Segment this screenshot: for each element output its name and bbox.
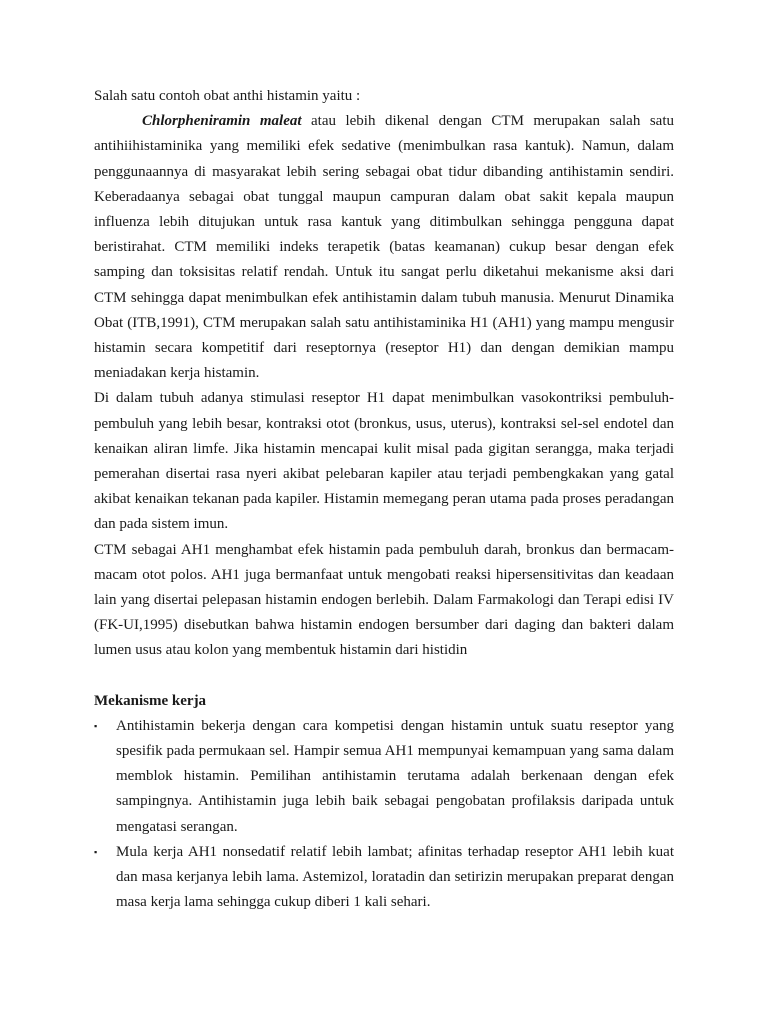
- list-item: [94, 840, 674, 916]
- list-item-text: Antihistamin bekerja dengan cara kompetisi dengan histamin untuk suatu reseptor yang spesifik pada permukaan sel. Hampir semua AH1 mempunyai kemampuan yang sama dalam memblok histamin. Pemilihan antihistamin terutama adalah berkenaan dengan efek sampingnya. Antihistamin juga lebih baik sebagai pengobatan profilaksis daripada untuk mengatasi serangan.: [116, 717, 674, 835]
- list-item: [94, 714, 674, 840]
- document-page: [94, 84, 674, 916]
- section-spacer: [94, 664, 674, 689]
- bullet-square-icon: ▪: [94, 720, 98, 731]
- drug-term: Chlorpheniramin maleat: [142, 113, 302, 130]
- paragraph-ctm-description: [94, 109, 674, 386]
- paragraph-h1-stimulation: Di dalam tubuh adanya stimulasi reseptor H1 dapat menimbulkan vasokontriksi pembuluh-pembuluh yang lebih besar, kontraksi otot (bronkus, usus, uterus), kontraksi sel-sel endotel dan kenaikan aliran limfe. Jika histamin mencapai kulit misal pada gigitan serangga, maka terjadi pemerahan disertai rasa nyeri akibat pelebaran kapiler atau terjadi pembengkakan yang gatal akibat kenaikan tekanan pada kapiler. Histamin memegang peran utama pada proses peradangan dan pada sistem imun.: [94, 390, 674, 533]
- mechanism-list: [94, 714, 674, 916]
- paragraph-ctm-text: atau lebih dikenal dengan CTM merupakan salah satu antihiihistaminika yang memiliki efek sedative (menimbulkan rasa kantuk). Namun, dalam penggunaannya di masyarakat lebih sering sebagai obat tidur dibanding antihistamin sendiri. Keberadaanya sebagai obat tunggal maupun campuran dalam obat sakit kepala maupun influenza lebih ditujukan untuk rasa kantuk yang ditimbulkan sehingga pengguna dapat beristirahat. CTM memiliki indeks terapetik (batas keamanan) cukup besar dengan efek samping dan toksisitas relatif rendah. Untuk itu sangat perlu diketahui mekanisme aksi dari CTM sehingga dapat menimbulkan efek antihistamin dalam tubuh manusia. Menurut Dinamika Obat (ITB,1991), CTM merupakan salah satu antihistaminika H1 (AH1) yang mampu mengusir histamin secara kompetitif dari reseptornya (reseptor H1) dan dengan demikian mampu meniadakan kerja histamin.: [94, 113, 674, 382]
- bullet-square-icon: ▪: [94, 846, 98, 857]
- section-heading: Mekanisme kerja: [94, 692, 207, 709]
- list-item-text: Mula kerja AH1 nonsedatif relatif lebih lambat; afinitas terhadap reseptor AH1 lebih kuat dan masa kerjanya lebih lama. Astemizol, loratadin dan setirizin merupakan preparat dengan masa kerja lama sehingga cukup diberi 1 kali sehari.: [116, 843, 674, 911]
- paragraph-ctm-ah1: CTM sebagai AH1 menghambat efek histamin pada pembuluh darah, bronkus dan bermacam-macam otot polos. AH1 juga bermanfaat untuk mengobati reaksi hipersensitivitas dan keadaan lain yang disertai pelepasan histamin endogen berlebih. Dalam Farmakologi dan Terapi edisi IV (FK-UI,1995) disebutkan bahwa histamin endogen bersumber dari daging dan bakteri dalam lumen usus atau kolon yang membentuk histamin dari histidin: [94, 541, 674, 659]
- intro-line: Salah satu contoh obat anthi histamin yaitu :: [94, 88, 361, 104]
